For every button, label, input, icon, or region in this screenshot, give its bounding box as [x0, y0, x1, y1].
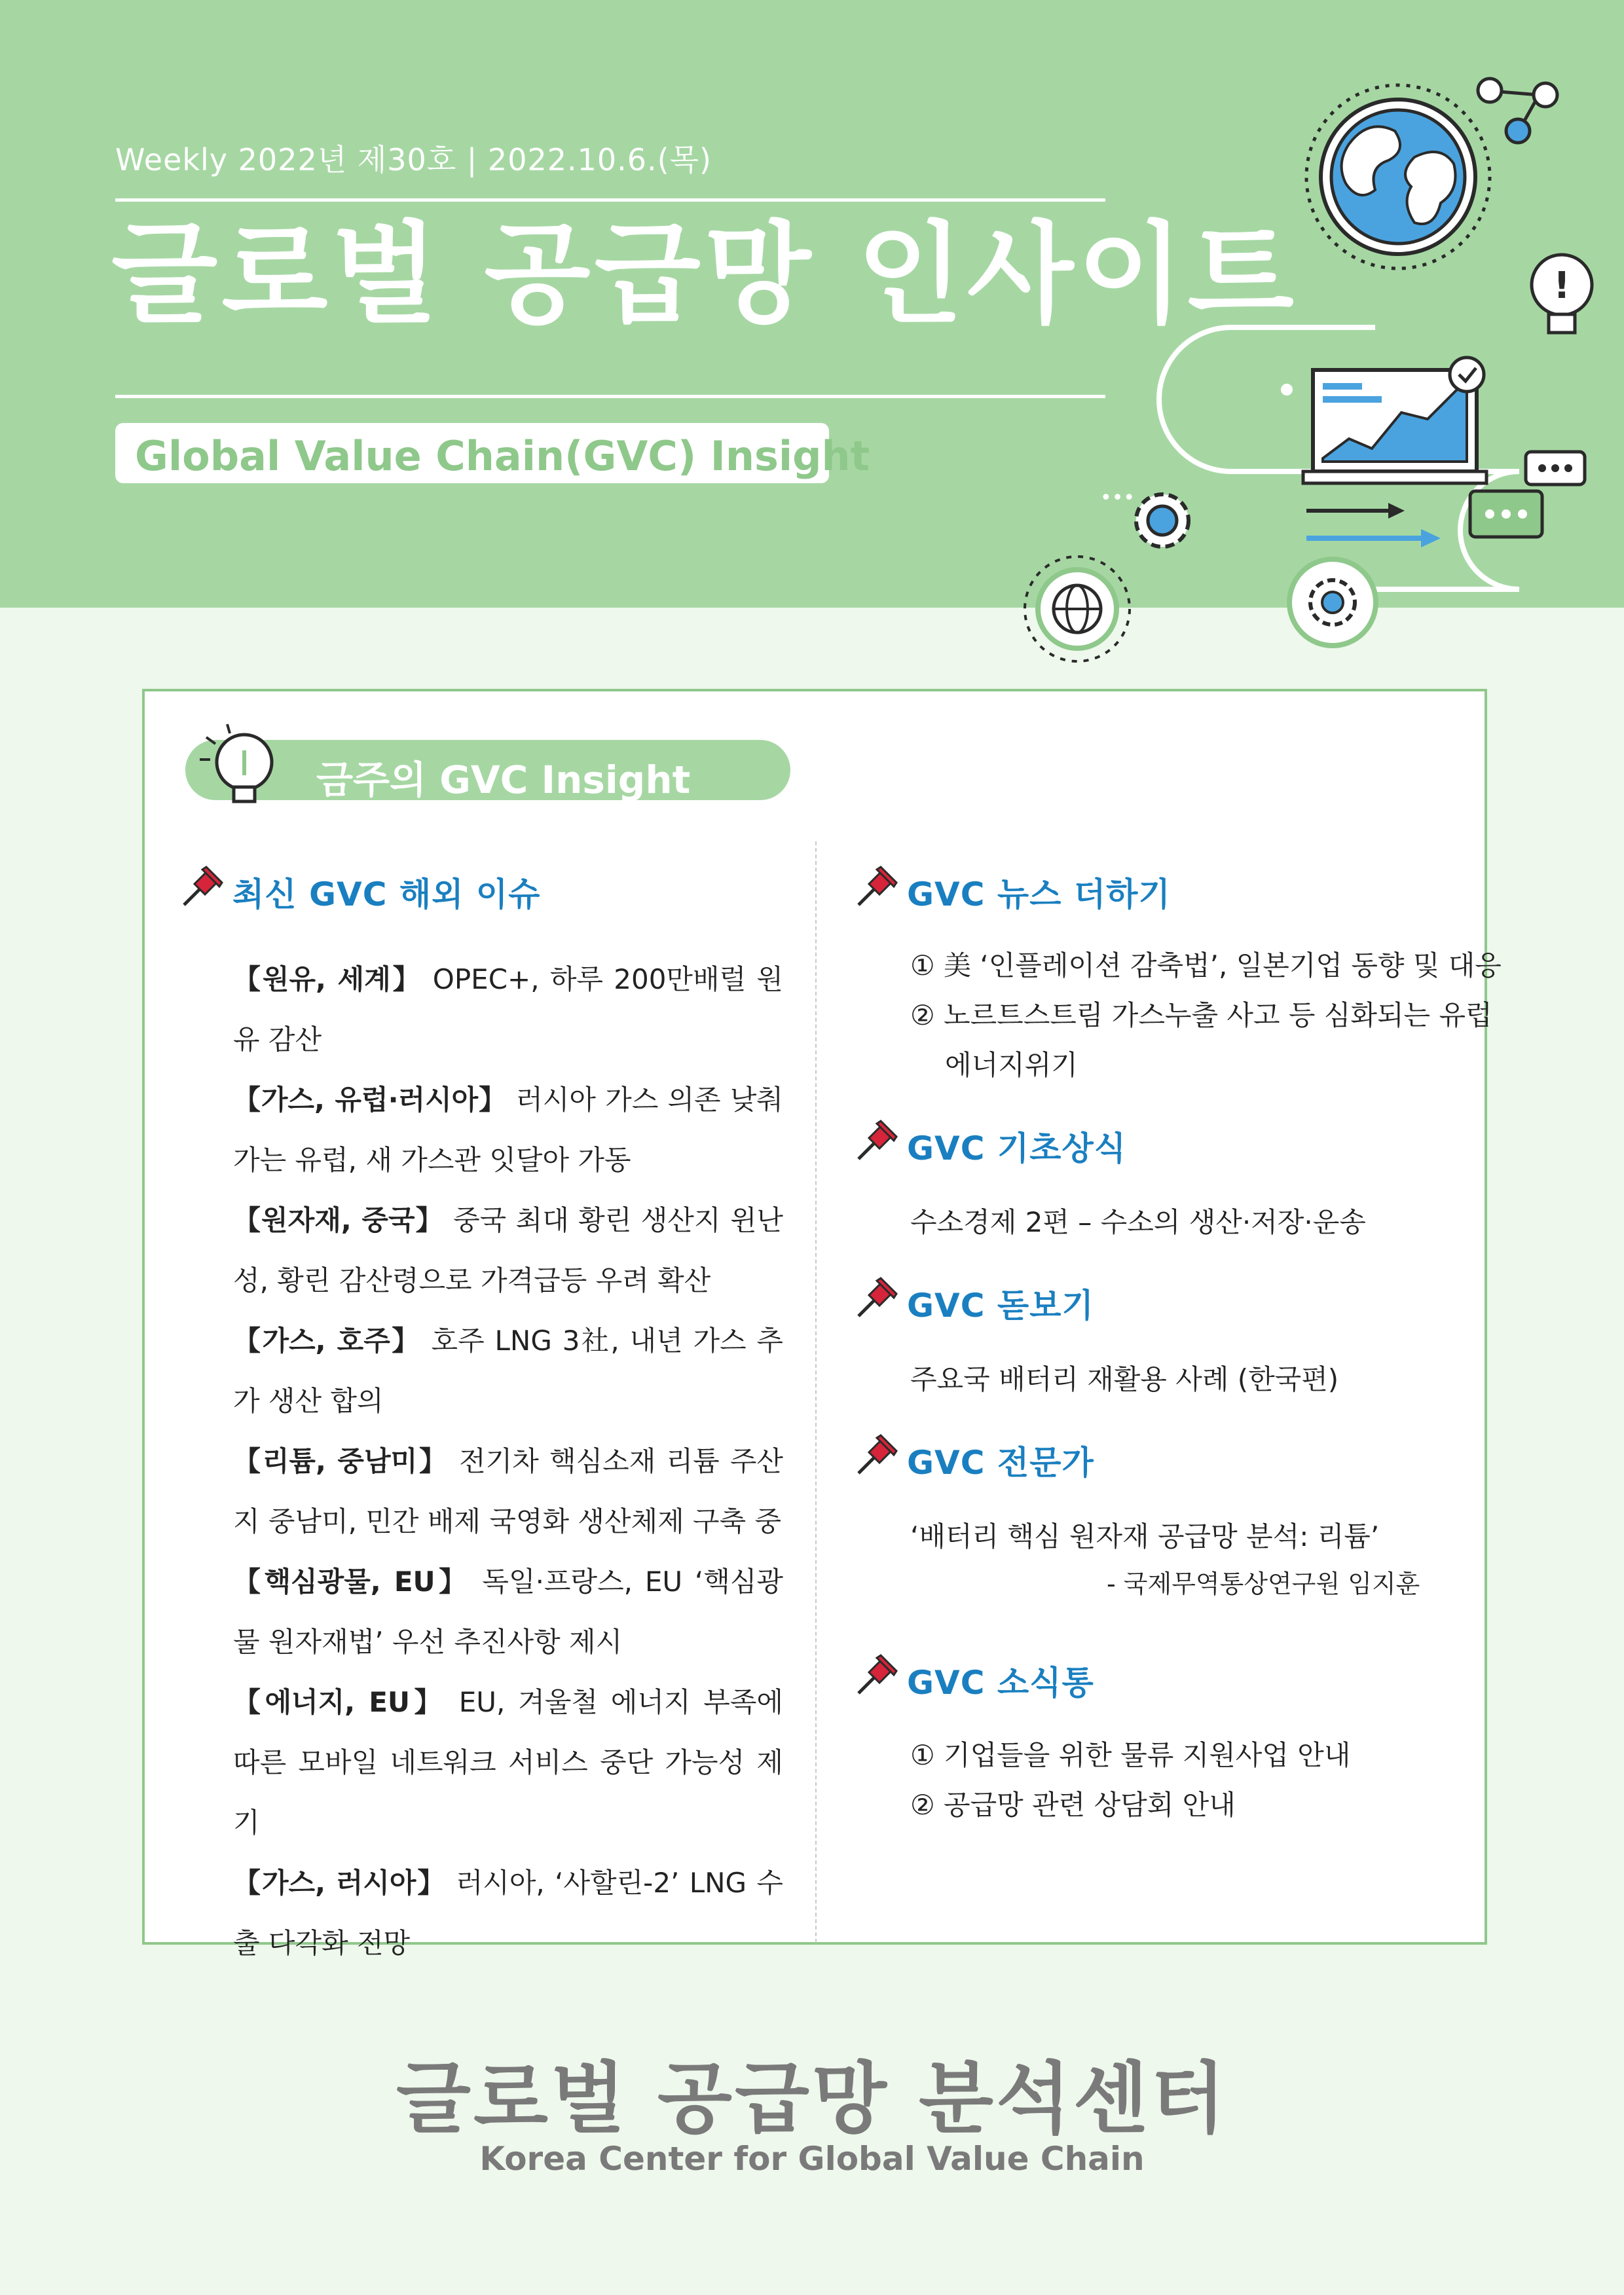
issue-tag: 【가스, 호주】: [233, 1325, 421, 1357]
lightbulb-icon: [193, 719, 285, 811]
section-heading: GVC 돋보기: [907, 1287, 1094, 1325]
column-divider: [815, 841, 817, 1943]
news-item-1: ① 美 ‘인플레이션 감축법’, 일본기업 동향 및 대응: [910, 949, 1502, 982]
chat-icon: [1470, 452, 1585, 537]
issue-tag: 【가스, 러시아】: [233, 1867, 447, 1899]
news-item-2-cont: 에너지위기: [945, 1049, 1078, 1081]
header-rule-bottom: [115, 395, 1105, 398]
issue-text: 독일·프랑스, EU ‘핵심광물 원자재법’ 우선 추진사항 제시: [233, 1566, 783, 1658]
expert-author: - 국제무역통상연구원 임지훈: [1107, 1570, 1420, 1598]
issue-text: 중국 최대 황린 생산지 윈난성, 황린 감산령으로 가격급등 우려 확산: [233, 1204, 783, 1296]
news-item-2: ② 노르트스트림 가스누출 사고 등 심화되는 유럽: [910, 999, 1492, 1031]
issue-text: EU, 겨울철 에너지 부족에 따른 모바일 네트워크 서비스 중단 가능성 제기: [233, 1686, 783, 1839]
summary-heading: 금주의 GVC Insight: [316, 758, 691, 802]
globe-icon: [1306, 85, 1490, 268]
pushpin-icon: [855, 1120, 898, 1163]
notice-item-2: ② 공급망 관련 상담회 안내: [910, 1789, 1236, 1821]
page-title: 글로벌 공급망 인사이트: [111, 210, 1298, 339]
footer-org-english: Korea Center for Global Value Chain: [479, 2140, 1145, 2178]
pushpin-icon: [855, 866, 898, 909]
issue-text: 러시아 가스 의존 낮춰가는 유럽, 새 가스관 잇달아 가동: [233, 1084, 783, 1176]
page-subtitle: Global Value Chain(GVC) Insight: [135, 432, 870, 480]
gear-icon: [1136, 494, 1189, 547]
issue-tag: 【원유, 세계】: [233, 963, 422, 995]
basics-item: 수소경제 2편 – 수소의 생산·저장·운송: [910, 1206, 1366, 1238]
section-heading: GVC 전문가: [907, 1444, 1094, 1482]
footer-org-korean: 글로벌 공급망 분석센터: [396, 2053, 1228, 2144]
issue-tag: 【가스, 유럽·러시아】: [233, 1084, 507, 1116]
svg-text:!: !: [1553, 265, 1570, 307]
list-item: [233, 1672, 783, 1853]
issue-tag: 【리튬, 중남미】: [233, 1445, 449, 1477]
chart-icon: [1303, 358, 1486, 483]
lightbulb-icon: [1532, 255, 1592, 333]
issue-line: Weekly 2022년 제30호 | 2022.10.6.(목): [115, 142, 712, 177]
list-item: [233, 1431, 783, 1552]
issue-text: 전기차 핵심소재 리튬 주산지 중남미, 민간 배제 국영화 생산체제 구축 중: [233, 1445, 783, 1537]
notice-item-1: ① 기업들을 위한 물류 지원사업 안내: [910, 1739, 1351, 1771]
issue-text: 호주 LNG 3社, 내년 가스 추가 생산 합의: [233, 1325, 783, 1417]
pushpin-icon: [180, 866, 223, 909]
section-heading: GVC 소식통: [907, 1664, 1094, 1702]
issue-tag: 【원자재, 중국】: [233, 1204, 444, 1236]
issue-tag: 【핵심광물, EU】: [233, 1566, 470, 1598]
network-icon: [1478, 79, 1557, 143]
pushpin-icon: [855, 1277, 898, 1320]
pushpin-icon: [855, 1654, 898, 1697]
list-item: [233, 1190, 783, 1311]
supply-chain-illustration: [982, 39, 1624, 681]
overseas-issue-list: [233, 949, 783, 1974]
svg-text:•••: •••: [1100, 487, 1135, 509]
header-rule-top: [115, 198, 1105, 202]
section-heading: GVC 기초상식: [907, 1129, 1127, 1167]
focus-item: 주요국 배터리 재활용 사례 (한국편): [910, 1363, 1339, 1395]
expert-title: ‘배터리 핵심 원자재 공급망 분석: 리튬’: [910, 1520, 1380, 1552]
globe-icon: [1025, 557, 1130, 661]
arrow-icon: [1306, 503, 1441, 547]
pushpin-icon: [855, 1434, 898, 1477]
issue-text: 러시아, ‘사할린-2’ LNG 수출 다각화 전망: [233, 1867, 783, 1959]
list-item: [233, 1070, 783, 1190]
gear-icon: [1289, 559, 1376, 646]
list-item: [233, 1311, 783, 1431]
section-heading: 최신 GVC 해외 이슈: [232, 875, 541, 913]
issue-tag: 【에너지, EU】: [233, 1686, 446, 1718]
section-heading: GVC 뉴스 더하기: [907, 875, 1171, 913]
list-item: [233, 1552, 783, 1672]
list-item: [233, 1853, 783, 1974]
subtitle-box: [115, 423, 870, 483]
issue-text: OPEC+, 하루 200만배럴 원유 감산: [233, 963, 783, 1056]
header-banner: [0, 0, 1624, 608]
list-item: [233, 949, 783, 1070]
